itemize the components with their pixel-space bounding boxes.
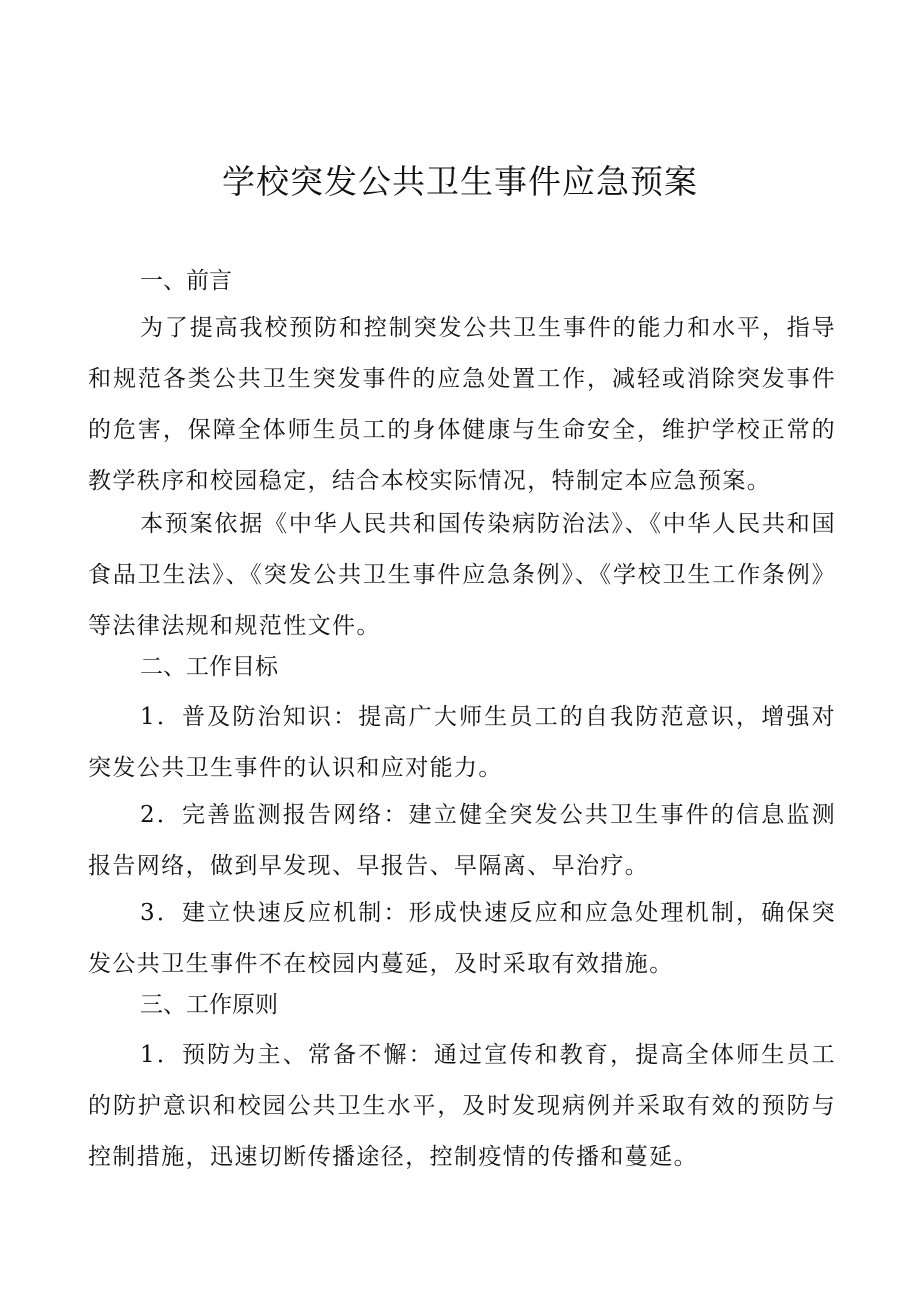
document-title: 学校突发公共卫生事件应急预案 bbox=[222, 162, 698, 201]
section-heading-principles: 三、工作原则 bbox=[140, 992, 278, 1018]
paragraph-goal-2: 2．完善监测报告网络：建立健全突发公共卫生事件的信息监测报告网络，做到早发现、早报告、早隔离、早治疗。 bbox=[88, 802, 836, 879]
section-heading-preface: 一、前言 bbox=[140, 268, 232, 294]
paragraph-principle-1: 1．预防为主、常备不懈：通过宣传和教育，提高全体师生员工的防护意识和校园公共卫生水平，及时发现病例并采取有效的预防与控制措施，迅速切断传播途径，控制疫情的传播和蔓延。 bbox=[88, 1042, 836, 1170]
paragraph-goal-1: 1．普及防治知识：提高广大师生员工的自我防范意识，增强对突发公共卫生事件的认识和应对能力。 bbox=[88, 704, 836, 781]
paragraph-goal-3: 3．建立快速反应机制：形成快速反应和应急处理机制，确保突发公共卫生事件不在校园内蔓延，及时采取有效措施。 bbox=[88, 900, 836, 977]
paragraph-preface-1: 为了提高我校预防和控制突发公共卫生事件的能力和水平，指导和规范各类公共卫生突发事件的应急处置工作，减轻或消除突发事件的危害，保障全体师生员工的身体健康与生命安全，维护学校正常的教学秩序和校园稳定，结合本校实际情况，特制定本应急预案。 bbox=[88, 315, 836, 494]
section-heading-goals: 二、工作目标 bbox=[140, 654, 278, 680]
paragraph-preface-2: 本预案依据《中华人民共和国传染病防治法》、《中华人民共和国食品卫生法》、《突发公共卫生事件应急条例》、《学校卫生工作条例》等法律法规和规范性文件。 bbox=[88, 511, 836, 639]
